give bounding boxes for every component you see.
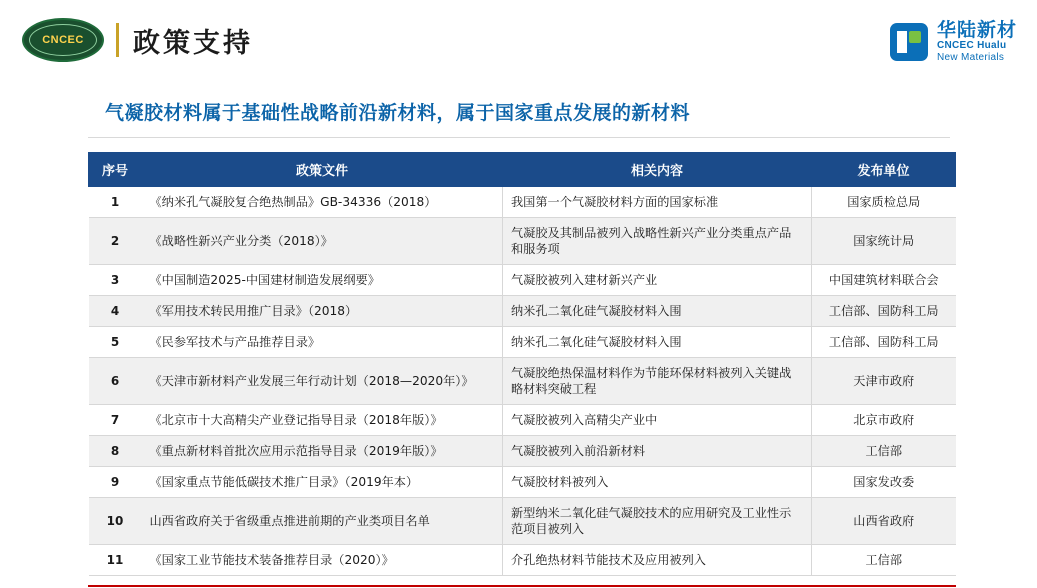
table-row [89,296,956,327]
cell-unit: 工信部 [812,545,956,576]
table-row [89,405,956,436]
cell-unit: 山西省政府 [812,498,956,545]
cell-document: 《中国制造2025-中国建材制造发展纲要》 [142,265,503,296]
table-row [89,545,956,576]
cell-unit: 中国建筑材料联合会 [812,265,956,296]
cell-unit: 北京市政府 [812,405,956,436]
cell-no: 6 [89,358,142,405]
cell-content: 新型纳米二氧化硅气凝胶技术的应用研究及工业性示范项目被列入 [503,498,812,545]
table-row [89,327,956,358]
cell-document: 《战略性新兴产业分类（2018）》 [142,218,503,265]
cell-document: 《北京市十大高精尖产业登记指导目录（2018年版）》 [142,405,503,436]
header-left-group [22,18,253,62]
table-row [89,218,956,265]
cncec-logo-text: CNCEC [42,34,84,46]
cell-no: 9 [89,467,142,498]
cell-content: 气凝胶被列入前沿新材料 [503,436,812,467]
hualu-cn-name: 华陆新材 [936,19,1017,41]
cell-document: 《国家重点节能低碳技术推广目录》（2019年本） [142,467,503,498]
cell-content: 纳米孔二氧化硅气凝胶材料入围 [503,296,812,327]
policy-table [88,152,956,576]
slide-heading: 气凝胶材料属于基础性战略前沿新材料，属于国家重点发展的新材料 [105,102,691,124]
cell-unit: 工信部 [812,436,956,467]
cell-no: 10 [89,498,142,545]
column-header-content: 相关内容 [503,153,812,187]
hualu-en-line2: New Materials [936,52,1005,63]
cell-document: 《军用技术转民用推广目录》（2018） [142,296,503,327]
header-divider [116,23,119,57]
cell-no: 4 [89,296,142,327]
column-header-document: 政策文件 [142,153,503,187]
column-header-unit: 发布单位 [812,153,956,187]
table-row [89,467,956,498]
cell-content: 介孔绝热材料节能技术及应用被列入 [503,545,812,576]
cell-unit: 天津市政府 [812,358,956,405]
cell-content: 气凝胶及其制品被列入战略性新兴产业分类重点产品和服务项 [503,218,812,265]
cell-no: 11 [89,545,142,576]
table-header-row [89,153,956,187]
cell-document: 《重点新材料首批次应用示范指导目录（2019年版）》 [142,436,503,467]
cell-no: 1 [89,187,142,218]
hualu-logo-text-group [937,20,1017,64]
policy-table-wrapper [88,152,956,576]
cell-content: 气凝胶被列入建材新兴产业 [503,265,812,296]
cell-document: 《天津市新材料产业发展三年行动计划（2018—2020年）》 [142,358,503,405]
cell-content: 气凝胶被列入高精尖产业中 [503,405,812,436]
column-header-no: 序号 [89,153,142,187]
policy-table-body [89,187,956,576]
table-row [89,358,956,405]
cell-unit: 工信部、国防科工局 [812,327,956,358]
policy-table-head [89,153,956,187]
page-title: 政策支持 [133,27,253,59]
table-row [89,498,956,545]
cell-no: 7 [89,405,142,436]
title-underline [88,137,950,138]
table-row [89,265,956,296]
cell-no: 8 [89,436,142,467]
cell-no: 3 [89,265,142,296]
cell-unit: 工信部、国防科工局 [812,296,956,327]
hualu-logo-icon [890,23,928,61]
cell-document: 《民参军技术与产品推荐目录》 [142,327,503,358]
cell-no: 2 [89,218,142,265]
cell-content: 气凝胶绝热保温材料作为节能环保材料被列入关键战略材料突破工程 [503,358,812,405]
cell-document: 山西省政府关于省级重点推进前期的产业类项目名单 [142,498,503,545]
slide-header [0,0,1037,76]
cell-unit: 国家统计局 [812,218,956,265]
cell-document: 《纳米孔气凝胶复合绝热制品》GB-34336（2018） [142,187,503,218]
cell-unit: 国家质检总局 [812,187,956,218]
table-row [89,436,956,467]
cell-no: 5 [89,327,142,358]
cell-content: 我国第一个气凝胶材料方面的国家标准 [503,187,812,218]
table-row [89,187,956,218]
cell-content: 纳米孔二氧化硅气凝胶材料入围 [503,327,812,358]
cncec-logo-icon [22,18,104,62]
cell-content: 气凝胶材料被列入 [503,467,812,498]
header-right-group [890,20,1017,64]
cell-unit: 国家发改委 [812,467,956,498]
hualu-en-line1: CNCEC Hualu [936,40,1007,51]
cell-document: 《国家工业节能技术装备推荐目录（2020）》 [142,545,503,576]
bottom-accent-rule [88,585,956,587]
